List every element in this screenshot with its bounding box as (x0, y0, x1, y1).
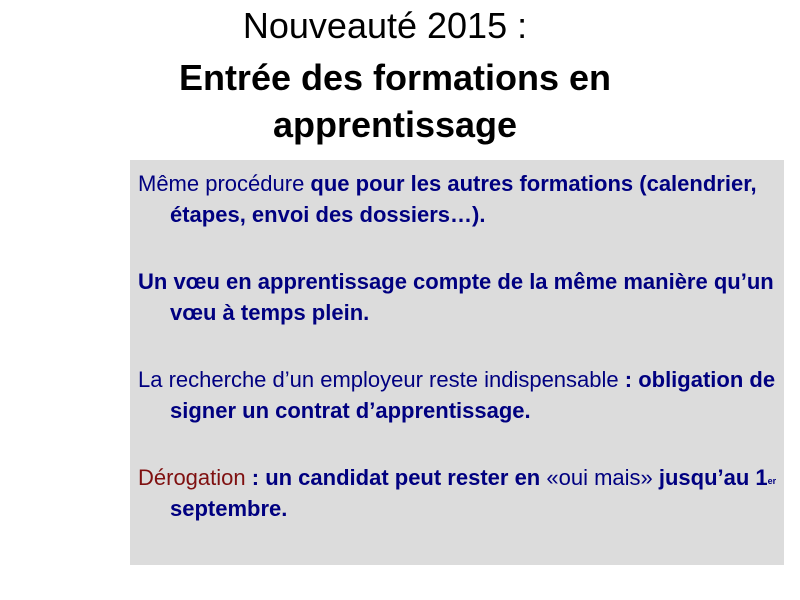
bullet-employeur-lead: La recherche d’un employeur reste indispensable (138, 367, 619, 392)
title-line-2: Entrée des formations en (178, 57, 612, 98)
bullet-procedure-rest: que pour les autres formations (calendrier, étapes, envoi des dossiers…). (170, 171, 757, 227)
bullet-employeur-rest: : obligation de signer un contrat d’apprentissage. (170, 367, 776, 423)
bullet-voeu-text: Un vœu en apprentissage compte de la même manière qu’un vœu à temps plein. (138, 269, 774, 325)
bullet-derogation-lead: Dérogation (138, 465, 246, 490)
bullet-derogation-sup: er (767, 476, 777, 486)
bullet-list (138, 168, 778, 560)
slide-title (0, 2, 790, 149)
content-panel (130, 160, 784, 565)
bullet-derogation-end: septembre. (170, 496, 288, 521)
bullet-employeur (138, 364, 778, 426)
bullet-derogation-quote: «oui mais» (546, 465, 653, 490)
title-line-1: Nouveauté 2015 : (242, 5, 528, 46)
bullet-voeu (138, 266, 778, 328)
bullet-derogation-date: jusqu’au 1 (652, 465, 768, 490)
bullet-procedure (138, 168, 778, 230)
title-line-3: apprentissage (272, 104, 518, 145)
bullet-procedure-lead: Même procédure (138, 171, 305, 196)
bullet-derogation-mid: : un candidat peut rester en (245, 465, 547, 490)
bullet-derogation (138, 462, 778, 524)
